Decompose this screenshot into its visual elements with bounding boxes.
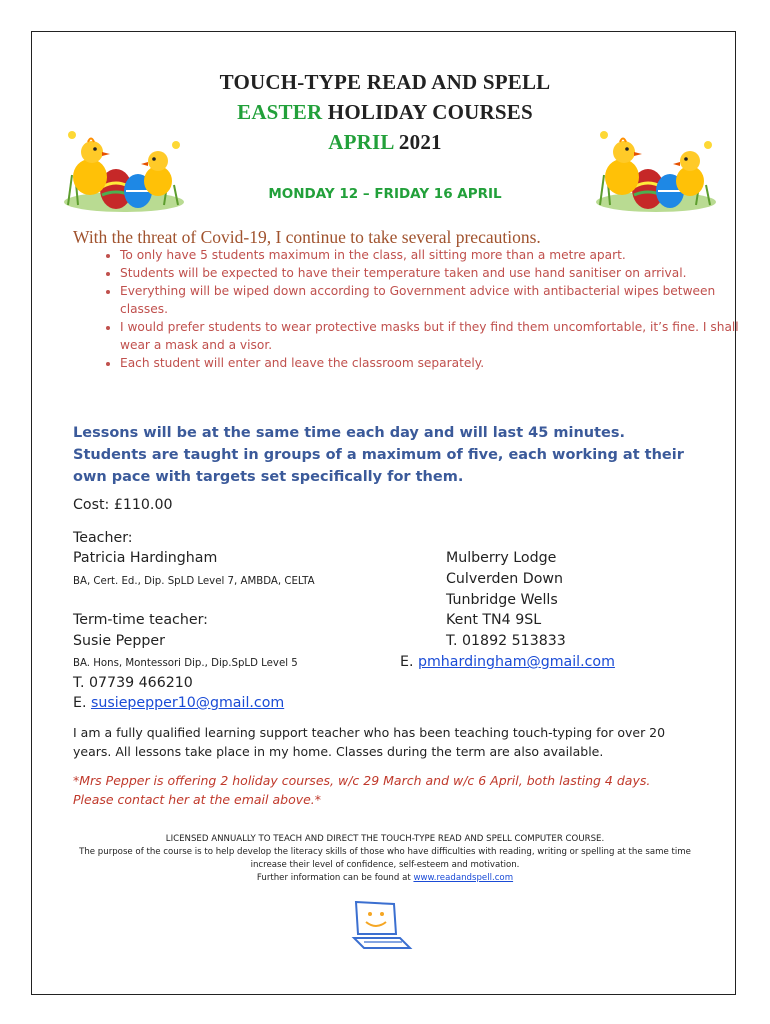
about-paragraph: I am a fully qualified learning support teacher who has been teaching touch-typing for over 20 years. All lessons take place in my home. Classes during the term are also available. <box>73 725 666 759</box>
precautions-list <box>72 246 740 372</box>
precaution-item: • Students will be expected to have their temperature taken and use hand sanitiser on arrival. <box>120 264 740 282</box>
address-phone: T. 01892 513833 <box>446 633 566 649</box>
further-info-line <box>60 872 710 885</box>
precaution-item: • I would prefer students to wear protective masks but if they find them uncomfortable, it’s fine. I shall wear a mask and a visor. <box>120 318 740 354</box>
address-line-1: Mulberry Lodge <box>446 550 557 566</box>
teacher-qualifications: BA, Cert. Ed., Dip. SpLD Level 7, AMBDA, CELTA <box>73 576 315 587</box>
title-april: APRIL <box>328 130 394 154</box>
term-teacher-qualifications: BA. Hons, Montessori Dip., Dip.SpLD Level 5 <box>73 658 298 669</box>
title-easter: EASTER <box>237 100 323 124</box>
precaution-item: • Each student will enter and leave the classroom separately. <box>120 354 740 372</box>
term-teacher-email-link[interactable]: susiepepper10@gmail.com <box>90 695 285 711</box>
address-line-4: Kent TN4 9SL <box>446 612 542 628</box>
cost: Cost: £110.00 <box>73 497 173 513</box>
teacher-name: Patricia Hardingham <box>73 550 218 566</box>
email-prefix: E. <box>73 695 91 711</box>
smiling-computer-logo <box>350 898 416 954</box>
teacher-label: Teacher: <box>73 530 133 546</box>
website-link[interactable]: www.readandspell.com <box>413 873 514 883</box>
term-teacher-label: Term-time teacher: <box>73 612 208 628</box>
title-holiday-courses: HOLIDAY COURSES <box>322 100 533 124</box>
title-line-3 <box>0 130 770 155</box>
license-line: LICENSED ANNUALLY TO TEACH AND DIRECT THE TOUCH-TYPE READ AND SPELL COMPUTER COURSE. <box>165 834 605 844</box>
address-email-line <box>400 654 615 670</box>
course-purpose: The purpose of the course is to help develop the literacy skills of those who have difficulties with reading, writing or spelling at the same time increase their level of confidence, self-esteem and motivation. <box>79 847 691 870</box>
precaution-item: • Everything will be wiped down according to Government advice with antibacterial wipes between classes. <box>120 282 740 318</box>
covid-heading: With the threat of Covid-19, I continue to take several precautions. <box>73 227 541 247</box>
term-teacher-phone: T. 07739 466210 <box>73 675 193 691</box>
lessons-description: Lessons will be at the same time each day and will last 45 minutes. Students are taught in groups of a maximum of five, each working at their own pace with targets set specifically for them. <box>73 425 684 485</box>
title-line-2 <box>0 100 770 125</box>
further-info-prefix: Further information can be found at <box>256 873 414 883</box>
email-prefix: E. <box>400 654 418 670</box>
title-line-1: TOUCH-TYPE READ AND SPELL <box>219 70 551 94</box>
course-dates: MONDAY 12 – FRIDAY 16 APRIL <box>268 186 502 202</box>
term-teacher-email-line <box>73 695 284 711</box>
address-line-3: Tunbridge Wells <box>446 592 558 608</box>
teacher-email-link[interactable]: pmhardingham@gmail.com <box>417 654 615 670</box>
precaution-item: • To only have 5 students maximum in the class, all sitting more than a metre apart. <box>120 246 740 264</box>
address-line-2: Culverden Down <box>446 571 563 587</box>
term-teacher-name: Susie Pepper <box>73 633 165 649</box>
title-year: 2021 <box>393 130 442 154</box>
holiday-note: *Mrs Pepper is offering 2 holiday courses, w/c 29 March and w/c 6 April, both lasting 4 days. Please contact her at the email above.* <box>73 773 651 807</box>
